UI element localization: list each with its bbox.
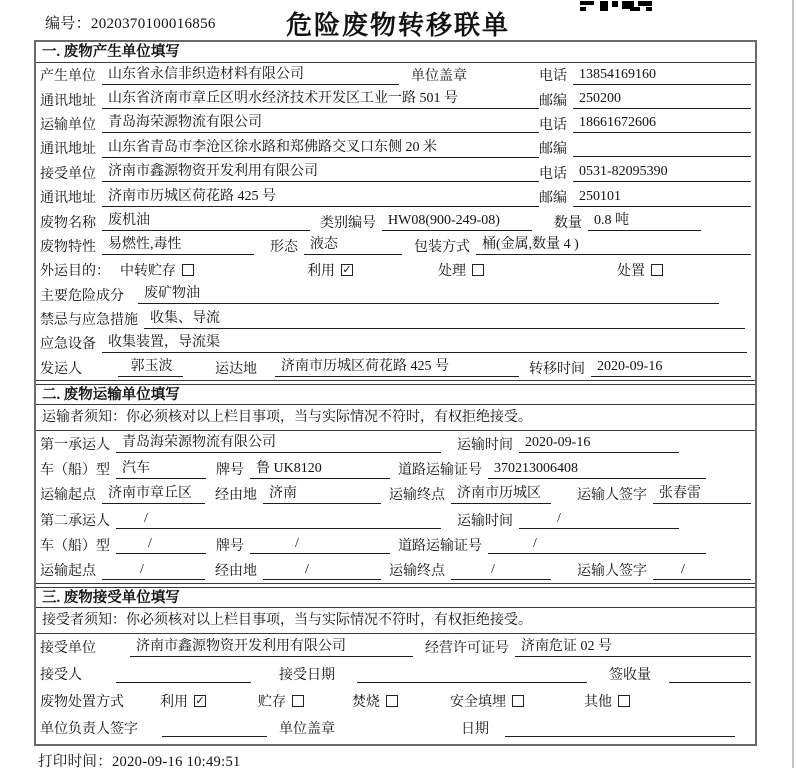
receiver-zip-value: 250101: [573, 188, 751, 207]
purpose-label: 外运目的：: [40, 264, 110, 280]
producer-address-value: 山东省济南市章丘区明水经济技术开发区工业一路 501 号: [102, 90, 539, 109]
disposal-option-landfill: [450, 691, 524, 711]
recipient-row: [36, 661, 755, 688]
receiver-address-row: [36, 185, 755, 209]
transporter-phone-label: 电话: [539, 117, 567, 133]
transporter-address-label: 通讯地址: [40, 142, 96, 158]
carrier2-plate-label: 牌号: [216, 538, 244, 554]
serial-value: 2020370100016856: [90, 16, 216, 32]
disposal-option-other: [584, 691, 630, 711]
purpose-row: [36, 258, 755, 282]
receiver-address-label: 通讯地址: [40, 191, 96, 207]
transporter-value: 青岛海荣源物流有限公司: [102, 114, 539, 133]
purpose-option-dispose: [617, 260, 663, 280]
carrier2-sign-label: 运输人签字: [577, 564, 647, 580]
carrier1-via-label: 经由地: [215, 488, 257, 504]
carrier2-plate-value: /: [250, 535, 390, 554]
section2-header: 二. 废物运输单位填写: [36, 384, 755, 405]
disposal-option-store: [258, 691, 304, 711]
document-header: [0, 0, 796, 40]
quantity-value: 0.8 吨: [588, 212, 701, 231]
disposal-option-label: 贮存: [258, 695, 286, 711]
purpose-option-treat: [438, 260, 484, 280]
receive-date-label: 接受日期: [279, 668, 335, 684]
serial-label: 编号：: [45, 16, 91, 32]
receive-date-value: [357, 666, 587, 683]
print-time-label: 打印时间：: [38, 754, 112, 770]
disposal-option-label: 焚烧: [352, 695, 380, 711]
form-label: 形态: [270, 239, 298, 255]
section2-rows: [36, 431, 755, 584]
carrier1-row: [36, 431, 755, 456]
manifest-form: [34, 40, 757, 746]
producer-row: [36, 63, 755, 87]
carrier1-plate-value: 鲁 UK8120: [250, 460, 390, 479]
permit-value: 济南危证 02 号: [515, 638, 751, 657]
carrier1-value: 青岛海荣源物流有限公司: [116, 434, 441, 453]
transporter-address-value: 山东省青岛市李沧区徐水路和郑佛路交叉口东侧 20 米: [102, 139, 539, 158]
carrier1-time-label: 运输时间: [457, 437, 513, 453]
carrier2-vehicle-row: [36, 532, 755, 557]
emergency-measures-value: 收集、导流: [144, 310, 745, 329]
form-value: 液态: [304, 236, 402, 255]
waste-name-label: 废物名称: [40, 215, 96, 231]
receiver-zip-label: 邮编: [539, 191, 567, 207]
carrier1-route-row: [36, 482, 755, 507]
carrier2-value: /: [116, 510, 441, 529]
page-edge-line: [792, 0, 794, 768]
carrier2-end-label: 运输终点: [389, 564, 445, 580]
disposal-option-label: 其他: [584, 695, 612, 711]
carrier2-row: [36, 507, 755, 532]
date-value: [505, 720, 735, 737]
consignor-row: [36, 356, 755, 380]
carrier2-license-label: 道路运输证号: [398, 538, 482, 554]
carrier2-route-row: [36, 558, 755, 583]
transporter-zip-value: [573, 140, 751, 157]
checkbox-icon: [618, 695, 630, 707]
producer-zip-label: 邮编: [539, 93, 567, 109]
carrier2-label: 第二承运人: [40, 513, 110, 529]
waste-name-row: [36, 209, 755, 233]
disposal-option-label: 安全填埋: [450, 695, 506, 711]
accept-unit-row: [36, 634, 755, 661]
manager-sign-label: 单位负责人签字: [40, 722, 138, 738]
waste-character-label: 废物特性: [40, 239, 96, 255]
transporter-row: [36, 112, 755, 136]
carrier1-sign-value: 张春雷: [653, 485, 751, 504]
consignor-label: 发运人: [40, 361, 82, 377]
carrier1-via-value: 济南: [263, 485, 381, 504]
carrier1-plate-label: 牌号: [216, 463, 244, 479]
destination-label: 运达地: [215, 361, 257, 377]
receiver-address-value: 济南市历城区荷花路 425 号: [102, 188, 539, 207]
packing-label: 包装方式: [414, 239, 470, 255]
checkbox-icon: [651, 264, 663, 276]
checkbox-icon: [386, 695, 398, 707]
carrier2-origin-label: 运输起点: [40, 564, 96, 580]
carrier2-origin-value: /: [102, 561, 205, 580]
accept-unit-label: 接受单位: [40, 641, 96, 657]
section1-rows: [36, 63, 755, 381]
waste-character-row: [36, 234, 755, 258]
receiver-notice: 接受者须知：你必须核对以上栏目事项，当与实际情况不符时，有权拒绝接受。: [36, 608, 755, 634]
transporter-zip-label: 邮编: [539, 142, 567, 158]
receiver-row: [36, 161, 755, 185]
disposal-option-utilize: [160, 691, 206, 711]
producer-label: 产生单位: [40, 69, 96, 85]
carrier1-origin-value: 济南市章丘区: [102, 485, 205, 504]
emergency-equipment-value: 收集装置，导流渠: [102, 334, 747, 353]
producer-address-label: 通讯地址: [40, 93, 96, 109]
receiver-value: 济南市鑫源物资开发利用有限公司: [102, 163, 539, 182]
receiver-label: 接受单位: [40, 166, 96, 182]
carrier1-time-value: 2020-09-16: [519, 434, 679, 453]
checkbox-checked-icon: ✓: [195, 695, 205, 708]
checkbox-checked-icon: ✓: [342, 264, 352, 277]
carrier2-time-value: /: [519, 510, 679, 529]
permit-label: 经营许可证号: [425, 641, 509, 657]
carrier2-vehicle-label: 车（船）型: [40, 538, 110, 554]
checkbox-icon: [512, 695, 524, 707]
producer-phone-value: 13854169160: [573, 66, 751, 85]
carrier2-sign-value: /: [653, 561, 751, 580]
manager-sign-row: [36, 715, 755, 742]
transporter-notice: 运输者须知：你必须核对以上栏目事项，当与实际情况不符时，有权拒绝接受。: [36, 405, 755, 431]
emergency-measures-label: 禁忌与应急措施: [40, 313, 138, 329]
purpose-option-label: 利用: [307, 264, 335, 280]
section1-header: 一. 废物产生单位填写: [36, 42, 755, 63]
disposal-option-incinerate: [352, 691, 398, 711]
transfer-date-value: 2020-09-16: [591, 358, 751, 377]
purpose-option-transfer-storage: [120, 260, 194, 280]
carrier1-end-value: 济南市历城区: [451, 485, 551, 504]
transporter-phone-value: 18661672606: [573, 114, 751, 133]
producer-zip-value: 250200: [573, 90, 751, 109]
producer-address-row: [36, 87, 755, 111]
purpose-option-label: 处理: [438, 264, 466, 280]
carrier1-sign-label: 运输人签字: [577, 488, 647, 504]
manager-sign-value: [162, 720, 267, 737]
purpose-option-label: 中转贮存: [120, 264, 176, 280]
category-value: HW08(900-249-08): [382, 212, 532, 231]
carrier2-via-value: /: [263, 561, 381, 580]
producer-seal-label: 单位盖章: [411, 69, 467, 85]
receiver-phone-value: 0531-82095390: [573, 163, 751, 182]
category-label: 类别编号: [320, 215, 376, 231]
accept-unit-value: 济南市鑫源物资开发利用有限公司: [130, 638, 413, 657]
hazard-value: 废矿物油: [138, 285, 719, 304]
purpose-option-label: 处置: [617, 264, 645, 280]
carrier2-time-label: 运输时间: [457, 513, 513, 529]
carrier1-vehicle-label: 车（船）型: [40, 463, 110, 479]
purpose-option-utilize: [307, 260, 353, 280]
carrier1-vehicle-value: 汽车: [116, 460, 206, 479]
emergency-equipment-label: 应急设备: [40, 337, 96, 353]
packing-value: 桶(金属,数量 4 ): [476, 236, 751, 255]
unit-seal-label: 单位盖章: [279, 722, 335, 738]
carrier1-label: 第一承运人: [40, 437, 110, 453]
received-qty-value: [669, 666, 751, 683]
section3-header: 三. 废物接受单位填写: [36, 587, 755, 608]
checkbox-icon: [292, 695, 304, 707]
destination-value: 济南市历城区荷花路 425 号: [275, 358, 519, 377]
carrier1-vehicle-row: [36, 456, 755, 481]
checkbox-icon: [182, 264, 194, 276]
producer-value: 山东省永信非织造材料有限公司: [102, 66, 399, 85]
recipient-label: 接受人: [40, 668, 82, 684]
print-time-value: 2020-09-16 10:49:51: [112, 754, 241, 770]
waste-character-value: 易燃性,毒性: [102, 236, 254, 255]
carrier1-license-value: 370213006408: [488, 460, 706, 479]
section3-rows: [36, 634, 755, 742]
emergency-measures-row: [36, 307, 755, 331]
receiver-phone-label: 电话: [539, 166, 567, 182]
waste-name-value: 废机油: [102, 212, 310, 231]
carrier2-vehicle-value: /: [116, 535, 206, 554]
carrier2-license-value: /: [488, 535, 706, 554]
producer-phone-label: 电话: [539, 69, 567, 85]
checkbox-icon: [472, 264, 484, 276]
transporter-label: 运输单位: [40, 117, 96, 133]
carrier2-via-label: 经由地: [215, 564, 257, 580]
disposal-label: 废物处置方式: [40, 695, 124, 711]
received-qty-label: 签收量: [609, 668, 651, 684]
carrier2-end-value: /: [451, 561, 551, 580]
qr-code-fragment-icon: [580, 0, 652, 16]
hazard-row: [36, 283, 755, 307]
hazard-label: 主要危险成分: [40, 288, 124, 304]
transfer-date-label: 转移时间: [529, 361, 585, 377]
disposal-option-label: 利用: [160, 695, 188, 711]
carrier1-origin-label: 运输起点: [40, 488, 96, 504]
carrier1-license-label: 道路运输证号: [398, 463, 482, 479]
consignor-value: 郭玉波: [118, 358, 183, 377]
recipient-value: [116, 666, 251, 683]
emergency-equipment-row: [36, 331, 755, 355]
date-label: 日期: [461, 722, 489, 738]
disposal-row: [36, 688, 755, 715]
quantity-label: 数量: [554, 215, 582, 231]
transporter-address-row: [36, 136, 755, 160]
carrier1-end-label: 运输终点: [389, 488, 445, 504]
page-title: 危险废物转移联单: [285, 11, 510, 40]
